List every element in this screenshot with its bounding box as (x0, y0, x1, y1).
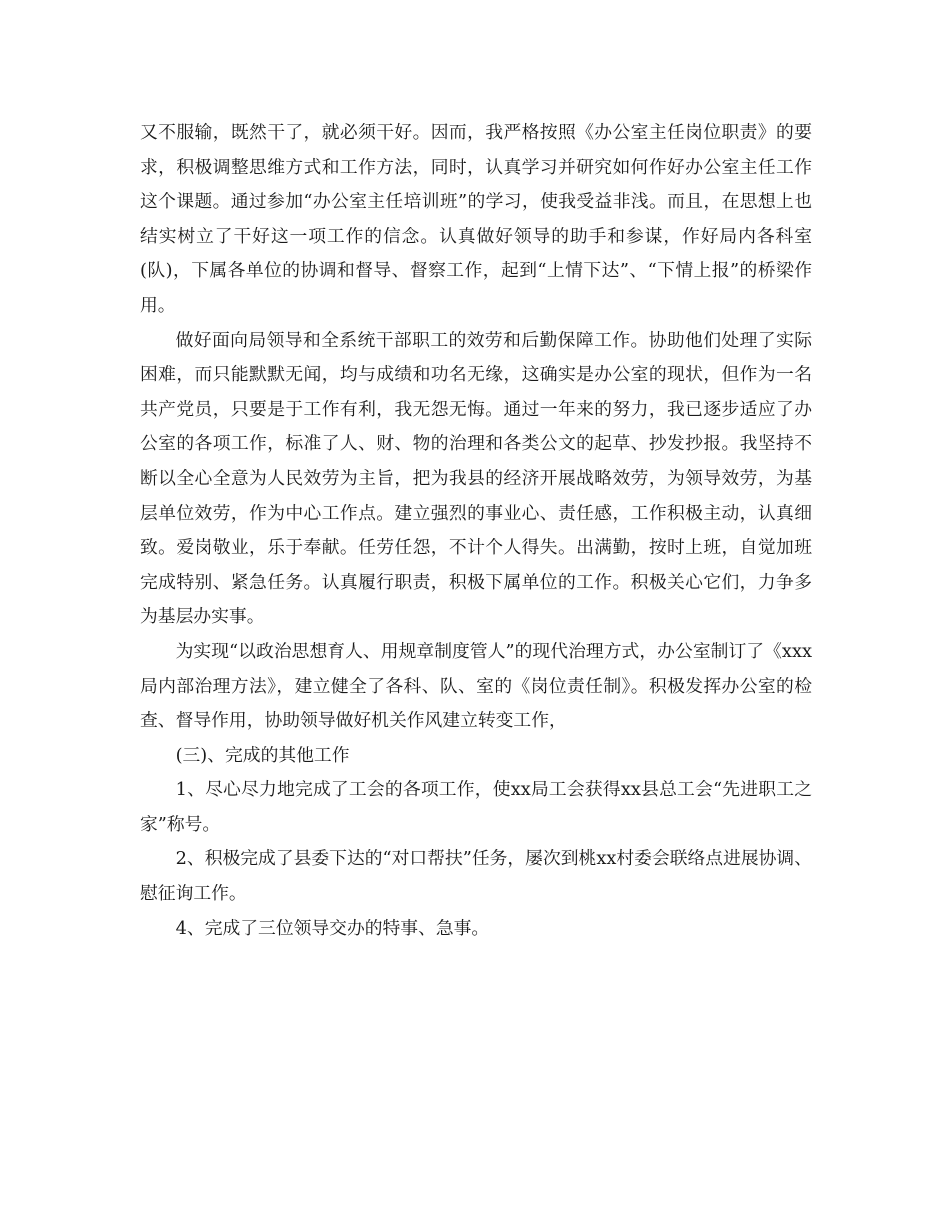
list-item-union-work: 1、尽心尽力地完成了工会的各项工作，使xx局工会获得xx县总工会“先进职工之家”称号。 (140, 779, 812, 835)
section-heading-other-work: (三)、完成的其他工作 (175, 744, 350, 766)
list-item-leader-tasks: 4、完成了三位领导交办的特事、急事。 (175, 917, 490, 939)
list-item-paired-assistance: 2、积极完成了县委下达的“对口帮扶”任务，屡次到桃xx村委会联络点进展协调、慰征询工作。 (140, 848, 812, 905)
paragraph-services: 做好面向局领导和全系统干部职工的效劳和后勤保障工作。协助他们处理了实际困难，而只能默默无闻，均与成绩和功名无缘，这确实是办公室的现状，但作为一名共产党员，只要是于工作有利，我无怨无悔。通过一年来的努力，我已逐步适应了办公室的各项工作，标准了人、财、物的治理和各类公文的起草、抄发抄报。我坚持不断以全心全意为人民效劳为主旨，把为我县的经济开展战略效劳，为领导效劳，为基层单位效劳，作为中心工作点。建立强烈的事业心、责任感，工作积极主动，认真细致。爱岗敬业，乐于奉献。任劳任怨，不计个人得失。出满勤，按时上班，自觉加班完成特别、紧急任务。认真履行职责，积极下属单位的工作。积极关心它们，力争多为基层办实事。 (140, 329, 812, 628)
paragraph-management-system: 为实现“以政治思想育人、用规章制度管人”的现代治理方式，办公室制订了《xxx局内部治理方法》，建立健全了各科、队、室的《岗位责任制》。积极发挥办公室的检查、督导作用，协助领导做好机关作风建立转变工作， (140, 640, 812, 732)
document-body (140, 116, 812, 946)
paragraph-continuation: 又不服输，既然干了，就必须干好。因而，我严格按照《办公室主任岗位职责》的要求，积极调整思维方式和工作方法，同时，认真学习并研究如何作好办公室主任工作这个课题。通过参加“办公室主任培训班”的学习，使我受益非浅。而且，在思想上也结实树立了干好这一项工作的信念。认真做好领导的助手和参谋，作好局内各科室(队)，下属各单位的协调和督导、督察工作，起到“上情下达”、“下情上报”的桥梁作用。 (140, 122, 812, 316)
